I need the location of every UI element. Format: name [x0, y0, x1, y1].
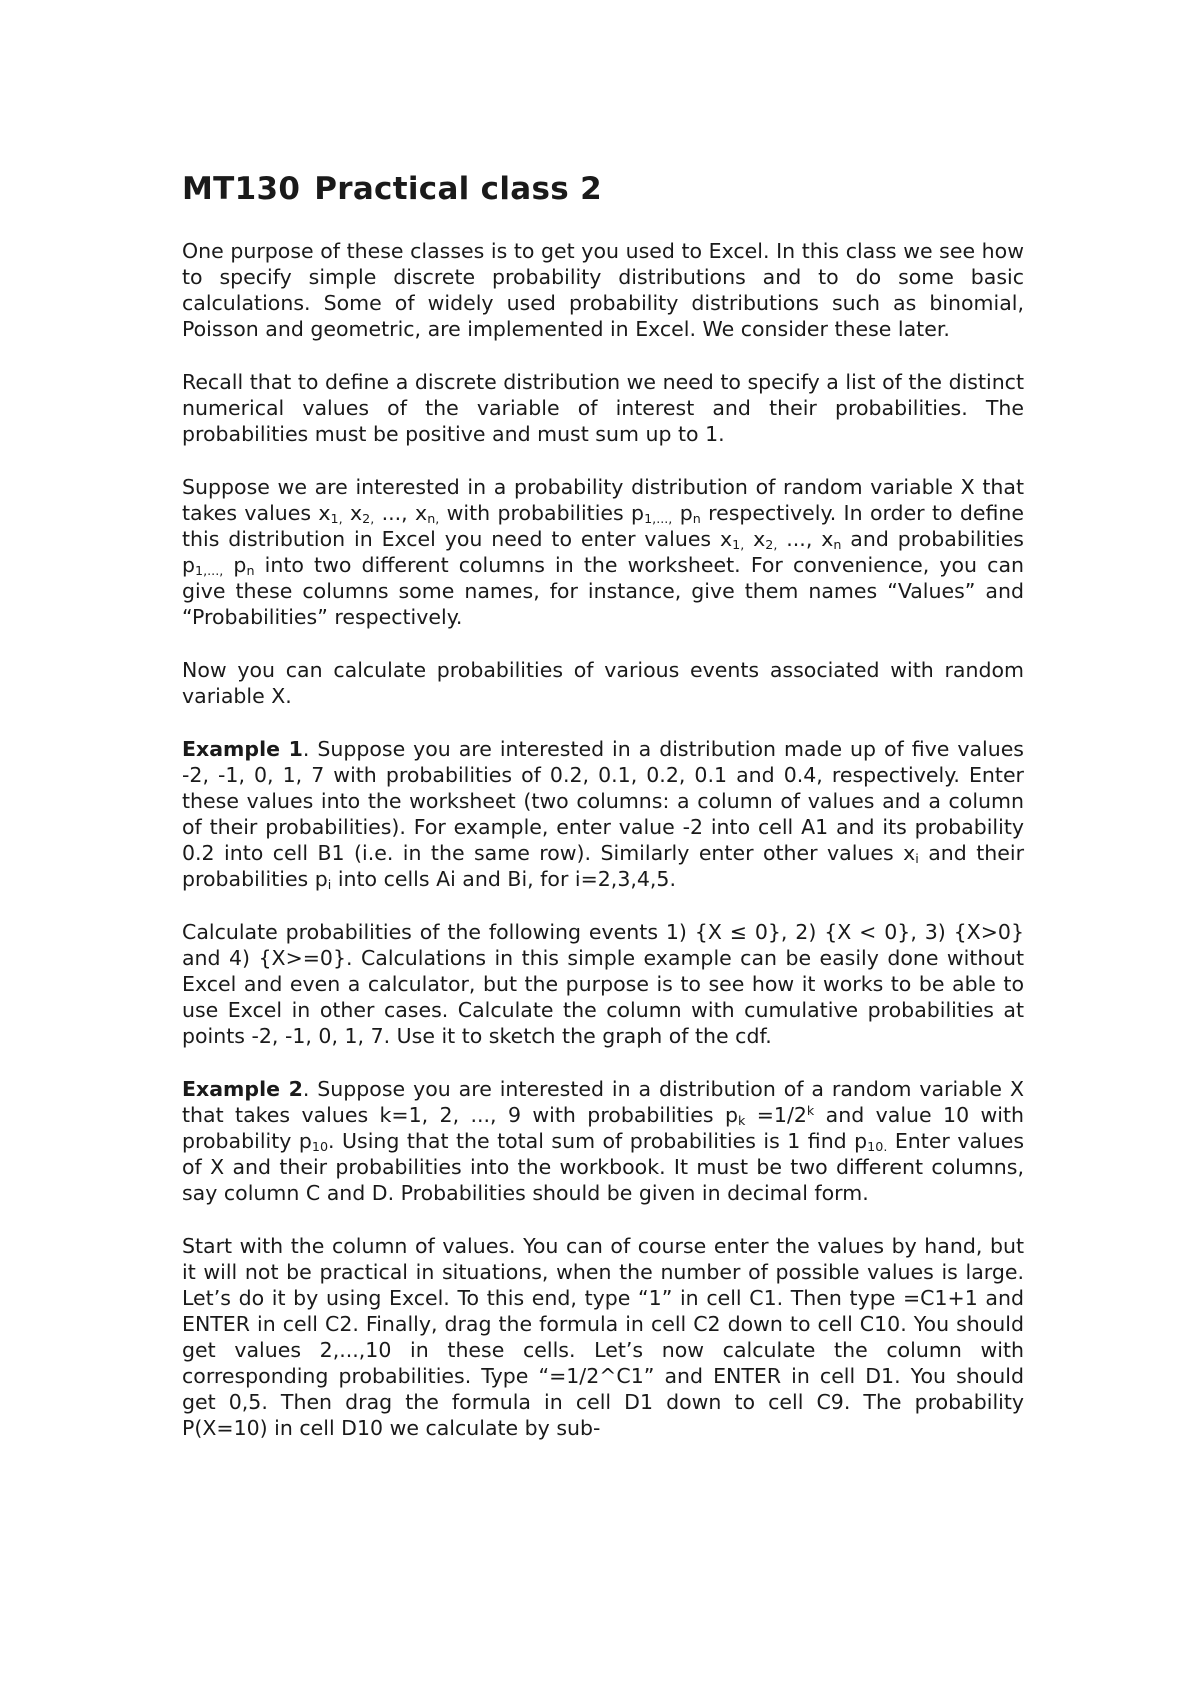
- paragraph-recall: Recall that to define a discrete distribution we need to specify a list of the distinct numerical values of the variable of interest and their probabilities. The probabilities must be positive and must sum up to 1.: [182, 370, 1024, 446]
- title-text: Practical class 2: [314, 171, 602, 207]
- example-2-label: Example 2: [182, 1077, 303, 1101]
- paragraph-suppose: Suppose we are interested in a probability distribution of random variable X that takes values $x_{1,}$ $x_{2,}$ ..., $x_{n,}$ with probabilities $p_{1,...,}$ $p_n$ respectively. In order to define this distribution in Excel you need to enter values $x_{1,}$ $x_{2,}$ ..., $x_n$ and probabilities $p_{1,...,}$ $p_n$ into two different columns in the worksheet. For convenience, you can give these columns some names, for instance, give them names “Values” and “Probabilities” respectively.: [182, 475, 1025, 629]
- document-body: [182, 168, 1024, 1468]
- paragraph-start: Start with the column of values. You can of course enter the values by hand, but it will not be practical in situations, when the number of possible values is large. Let’s do it by using Excel. To this end, type “1” in cell C1. Then type =C1+1 and ENTER in cell C2. Finally, drag the formula in cell C2 down to cell C10. You should get values 2,...,10 in these cells. Let’s now calculate the column with corresponding probabilities. Type “=1/2^C1” and ENTER in cell D1. You should get 0,5. Then drag the formula in cell D1 down to cell C9. The probability P(X=10) in cell D10 we calculate by sub-: [182, 1234, 1024, 1440]
- paragraph-example-1: Example 1. Suppose you are interested in a distribution made up of five values -2, -1, 0, 1, 7 with probabilities of 0.2, 0.1, 0.2, 0.1 and 0.4, respectively. Enter these values into the worksheet (two columns: a column of values and a column of their probabilities). For example, enter value -2 into cell A1 and its probability 0.2 into cell B1 (i.e. in the same row). Similarly enter other values $x_i$ and their probabilities $p_i$ into cells Ai and Bi, for i=2,3,4,5.: [182, 737, 1024, 893]
- page-title: [182, 168, 1024, 210]
- paragraph-example-2: Example 2. Suppose you are interested in a distribution of a random variable X that takes values k=1, 2, ..., 9 with probabilities $p_k =1/2^k$ and value 10 with probability $p_{10}$. Using that the total sum of probabilities is 1 find $p_{10.}$ Enter values of X and their probabilities into the workbook. It must be two different columns, say column C and D. Probabilities should be given in decimal form.: [182, 1077, 1025, 1205]
- example-1-label: Example 1: [182, 737, 303, 761]
- paragraph-intro: One purpose of these classes is to get you used to Excel. In this class we see how to specify simple discrete probability distributions and to do some basic calculations. Some of widely used probability distributions such as binomial, Poisson and geometric, are implemented in Excel. We consider these later.: [182, 239, 1024, 341]
- course-code: MT130: [182, 171, 301, 207]
- paragraph-events: Now you can calculate probabilities of various events associated with random variable X.: [182, 658, 1024, 708]
- paragraph-calculate: Calculate probabilities of the following events 1) {X ≤ 0}, 2) {X < 0}, 3) {X>0} and 4) {X>=0}. Calculations in this simple example can be easily done without Excel and even a calculator, but the purpose is to see how it works to be able to use Excel in other cases. Calculate the column with cumulative probabilities at points -2, -1, 0, 1, 7. Use it to sketch the graph of the cdf.: [182, 920, 1024, 1048]
